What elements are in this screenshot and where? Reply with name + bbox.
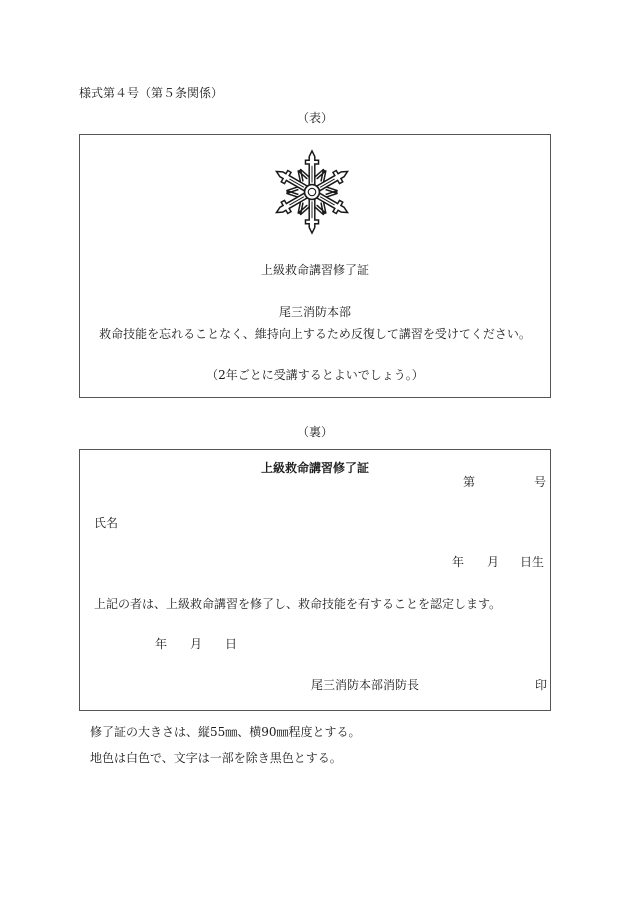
front-certificate-title: 上級救命講習修了証	[260, 263, 369, 277]
back-certificate-title: 上級救命講習修了証	[260, 461, 369, 475]
birth-month-label: 月	[487, 555, 500, 569]
back-side-label: （裏）	[296, 425, 333, 439]
issue-year-label: 年	[155, 637, 168, 651]
size-note: 修了証の大きさは、縦55㎜、横90㎜程度とする。	[90, 725, 361, 739]
signer-title: 尾三消防本部消防長	[311, 678, 420, 692]
front-side-label: （表）	[296, 111, 333, 125]
color-note: 地色は白色で、文字は一部を除き黒色とする。	[90, 751, 342, 765]
front-note: （2年ごとに受講するとよいでしょう。）	[206, 368, 424, 382]
issue-day-label: 日	[225, 637, 238, 651]
birth-day-label: 日生	[520, 555, 545, 569]
certification-statement: 上記の者は、上級救命講習を修了し、救命技能を有することを認定します。	[94, 597, 502, 611]
form-heading: 様式第４号（第５条関係）	[79, 86, 224, 100]
name-label: 氏名	[94, 516, 119, 530]
issue-month-label: 月	[190, 637, 203, 651]
number-prefix: 第	[463, 475, 476, 489]
front-message: 救命技能を忘れることなく、維持向上するため反復して講習を受けてください。	[99, 327, 531, 341]
certificate-back	[79, 449, 551, 711]
seal-mark: 印	[535, 678, 548, 692]
front-issuer: 尾三消防本部	[278, 305, 351, 319]
fire-department-emblem	[270, 147, 354, 237]
birth-year-label: 年	[452, 555, 465, 569]
number-suffix: 号	[534, 475, 547, 489]
